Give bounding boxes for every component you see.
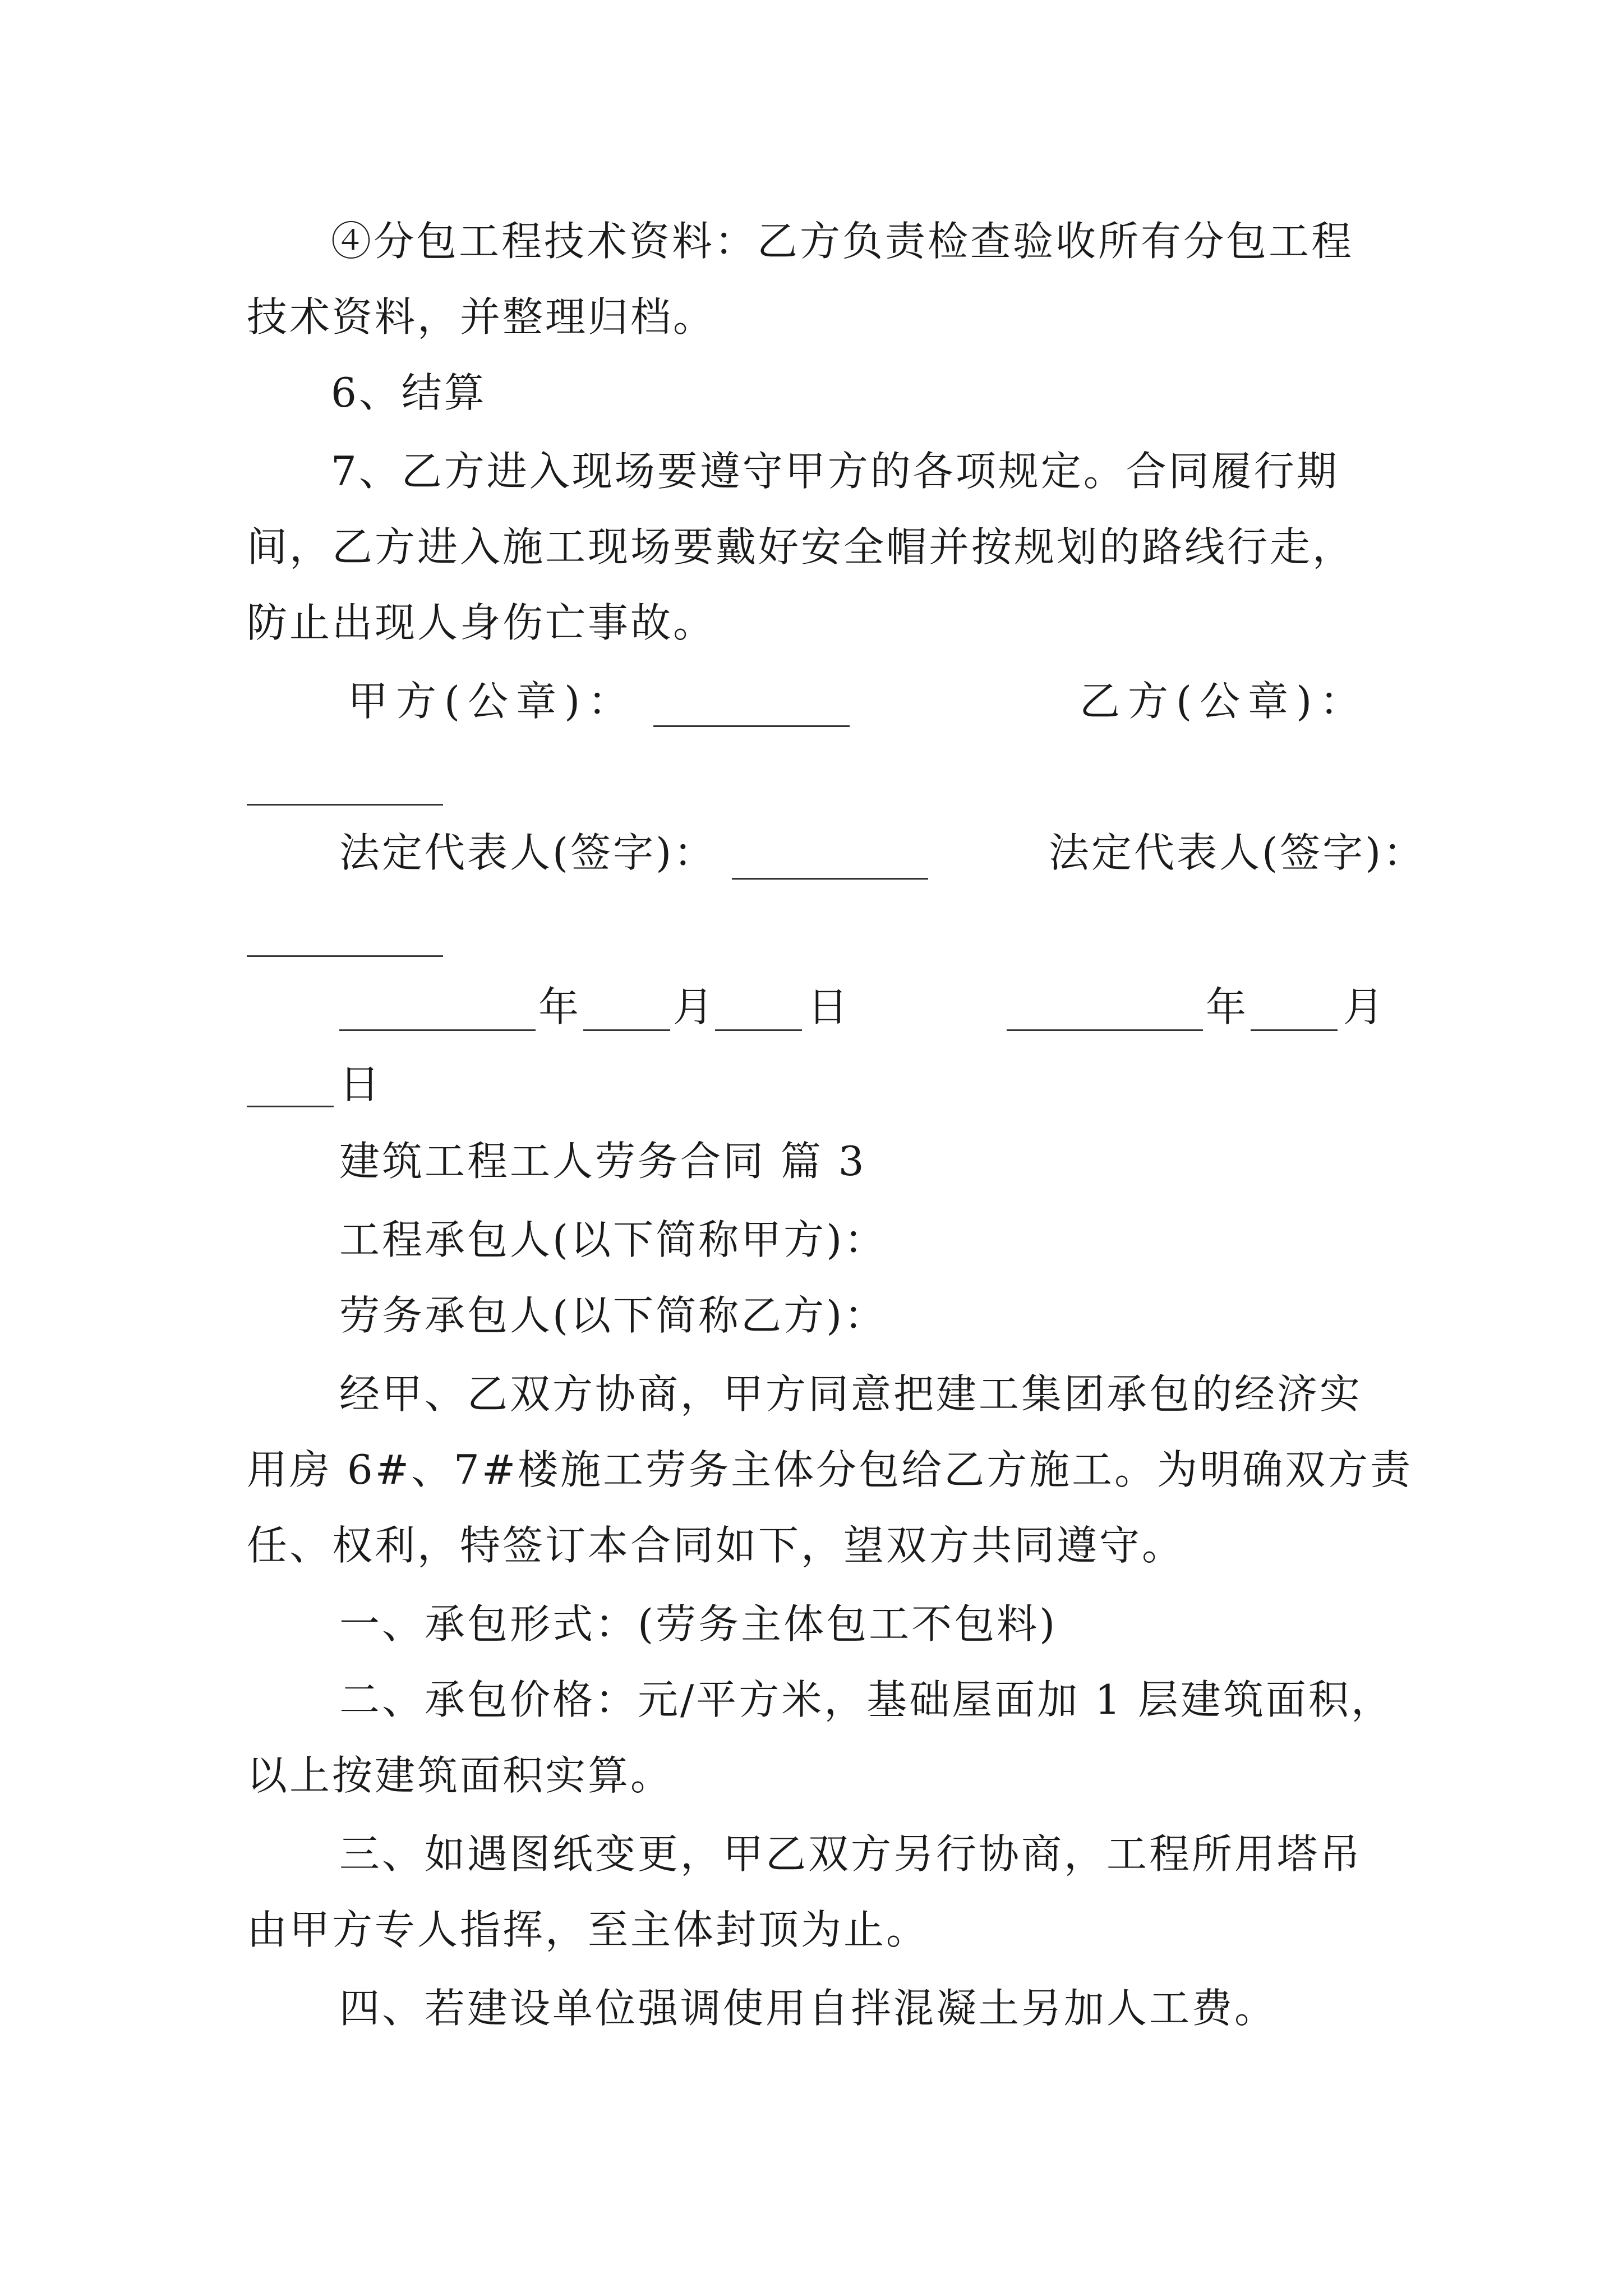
date-year-label: 年 xyxy=(1206,983,1249,1030)
signature-blank xyxy=(247,802,443,806)
date-blank xyxy=(1007,1028,1203,1031)
date-blank xyxy=(1251,1028,1338,1031)
signature-label-rep-b: 法定代表人(签字)： xyxy=(1049,829,1426,876)
clause-line: 以上按建筑面积实算。 xyxy=(247,1752,674,1799)
signature-label-party-b: 乙方(公章)： xyxy=(1080,678,1368,725)
date-blank xyxy=(247,1104,334,1107)
contract-title: 建筑工程工人劳务合同 篇 3 xyxy=(339,1138,866,1185)
date-month-label: 月 xyxy=(673,983,716,1030)
signature-label-rep-a: 法定代表人(签字)： xyxy=(339,829,717,876)
paragraph-line: 任、权利，特签订本合同如下，望双方共同遵守。 xyxy=(247,1522,1185,1569)
clause-line: 由甲方专人指挥，至主体封顶为止。 xyxy=(247,1906,929,1953)
paragraph-line: 7、乙方进入现场要遵守甲方的各项规定。合同履行期 xyxy=(331,448,1339,495)
clause-line: 三、如遇图纸变更，甲乙双方另行协商，工程所用塔吊 xyxy=(339,1830,1363,1878)
clause-line: 二、承包价格：元/平方米，基础屋面加 1 层建筑面积， xyxy=(339,1676,1394,1723)
paragraph-line: 技术资料，并整理归档。 xyxy=(247,293,716,341)
clause-line: 一、承包形式：(劳务主体包工不包料) xyxy=(339,1600,1058,1648)
signature-blank xyxy=(653,724,850,727)
signature-blank xyxy=(247,954,443,957)
date-day-label: 日 xyxy=(808,983,851,1030)
date-blank xyxy=(583,1028,670,1031)
signature-blank xyxy=(732,876,928,880)
paragraph-line: 用房 6#、7#楼施工劳务主体分包给乙方施工。为明确双方责 xyxy=(247,1446,1413,1493)
signature-label-party-a: 甲方(公章)： xyxy=(348,678,637,725)
date-day-label: 日 xyxy=(339,1061,382,1108)
date-blank xyxy=(339,1028,536,1031)
labor-contractor-line: 劳务承包人(以下简称乙方)： xyxy=(339,1292,887,1339)
date-year-label: 年 xyxy=(538,983,582,1030)
paragraph-line: 经甲、乙双方协商，甲方同意把建工集团承包的经济实 xyxy=(339,1370,1363,1418)
paragraph-line: ④分包工程技术资料：乙方负责检查验收所有分包工程 xyxy=(331,218,1354,265)
contractor-line: 工程承包人(以下简称甲方)： xyxy=(339,1216,887,1263)
date-month-label: 月 xyxy=(1343,983,1386,1030)
clause-line: 四、若建设单位强调使用自拌混凝土另加人工费。 xyxy=(339,1985,1278,2032)
date-blank xyxy=(715,1028,802,1031)
paragraph-line: 防止出现人身伤亡事故。 xyxy=(247,599,716,646)
paragraph-line: 间，乙方进入施工现场要戴好安全帽并按规划的路线行走， xyxy=(247,523,1355,570)
section-heading: 6、结算 xyxy=(331,369,487,416)
